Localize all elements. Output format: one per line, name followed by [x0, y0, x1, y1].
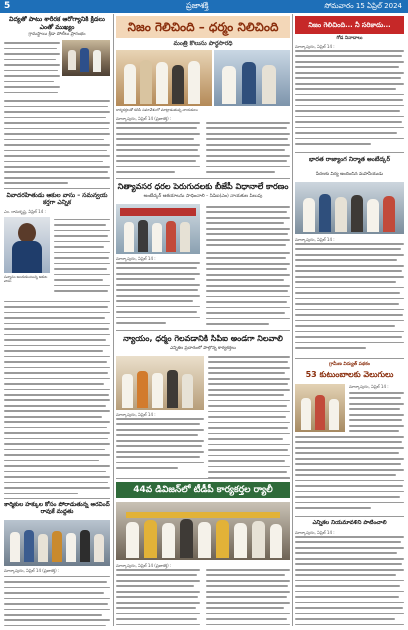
section-divider [295, 152, 404, 153]
lead-photo-caption: కార్యకర్తలతో కలిసి సమావేశంలో మాట్లాడుతున్న నాయకులు [116, 108, 198, 112]
right-story2-body [295, 243, 404, 353]
right-story3-body [295, 436, 404, 513]
right-story3-text [349, 392, 404, 436]
left-story1-subhead: గ్రామస్థాయి క్రీడా పోటీలు ప్రారంభం [28, 32, 86, 38]
right-story4-byline: మార్కాపురం, ఏప్రిల్ 14 : [295, 530, 335, 535]
left-story3-headline: కార్మికుల హక్కుల కోసం పోరాడుతున్న అరవింద్ రావుకే మద్దతు [4, 502, 110, 516]
right-story2-photo [295, 182, 404, 234]
right-story3-photo [295, 384, 345, 432]
center-story3-body-col2 [208, 356, 290, 488]
right-story3-headline: 53 కుటుంబాలకు వెలుగులు [305, 370, 394, 379]
left-story3-byline: మార్కాపురం, ఏప్రిల్ 14 (ప్రజాశక్తి) : [4, 567, 60, 573]
left-story2-text [54, 219, 110, 296]
left-story2-byline: ఎం. రామకృష్ణ, ఏప్రిల్ 14 : [4, 208, 46, 214]
left-story1-photo [62, 40, 110, 76]
center-story4-body-col1 [116, 569, 200, 626]
right-story4-body [295, 536, 404, 626]
center-story2-headline: నిత్యావసర ధరల పెరుగుదలకు బీజేపీ విధానాలే కారణం [117, 182, 289, 191]
center-story3-headline: న్యాయం, ధర్మం గెలవడానికి సిపిఐ అండగా నిలవాలి [123, 334, 283, 343]
section-divider [4, 188, 110, 189]
page-number: 5 [4, 1, 11, 11]
right-story3-kicker: గ్రామీణ విద్యుత్ పథకం [329, 362, 370, 367]
center-story4-headline: 44వ డివిజన్‌లో టీడీపీ కార్యకర్తల ర్యాలీ [116, 482, 290, 498]
center-story2-byline: మార్కాపురం, ఏప్రిల్ 14 : [116, 256, 156, 261]
right-story1-byline: మార్కాపురం, ఏప్రిల్ 14 : [295, 44, 335, 49]
center-story3-byline: మార్కాపురం, ఏప్రిల్ 14 : [116, 412, 156, 417]
left-story2-headline: వివాదరహితుడు ఆకుల వాసు – సమన్వయ కర్తగా ఎన్నిక [6, 191, 108, 207]
issue-date: సోమవారం 15 ఏప్రిల్ 2024 [324, 2, 402, 10]
left-story1-headline: విద్యతో పాటు శారీరక ఆరోగ్యానికి క్రీడలు ఎంతో ముఖ్యం [9, 16, 105, 31]
column-rule [292, 14, 293, 626]
section-divider [4, 498, 110, 499]
center-story4-body-col2 [206, 569, 290, 626]
section-divider [295, 358, 404, 359]
left-column [4, 16, 110, 626]
center-story3-subhead: ఎన్నికల ప్రచారంలో పాల్గొన్న కార్యకర్తలు [170, 346, 236, 351]
section-divider [116, 330, 290, 331]
left-story2-caption: సన్మానం అందుకుంటున్న ఆకుల వాసు [4, 274, 48, 284]
center-story2-body-col2 [206, 252, 290, 329]
right-story1-subhead: గోడ నినాదాలు [336, 36, 363, 41]
brand-name: ప్రజాశక్తి [186, 1, 209, 10]
lead-photo-side [214, 50, 290, 106]
center-story3-photo [116, 356, 204, 410]
center-column [116, 16, 290, 626]
section-divider [116, 178, 290, 179]
center-story4-photo [116, 502, 290, 560]
center-story2-subhead: అంబేద్కర్ ఆశయాలను సాధించాలి – సిపిఐ(ఎం) నాయకుల పిలుపు [143, 194, 263, 199]
center-story3-body-col1 [116, 418, 204, 473]
right-story4-headline: ఎన్నికల నియమావళిని పాటించాలి [312, 520, 387, 526]
masthead [0, 0, 408, 13]
left-story3-photo [4, 520, 110, 566]
column-rule [113, 14, 114, 626]
right-story2-byline: మార్కాపురం, ఏప్రిల్ 14 : [295, 237, 335, 242]
lead-headline: నిజం గెలిచింది – ధర్మం నిలిచింది [116, 16, 290, 38]
left-story2-portrait [4, 217, 50, 273]
right-story2-headline: భారత రాజ్యాంగ నిర్మాత అంబేద్కర్ [309, 156, 390, 163]
right-story1-headline: నిజం గెలిచింది... నీ సరికాదు... [295, 16, 404, 34]
lead-photo-main [116, 50, 212, 106]
section-divider [116, 478, 290, 479]
lead-subhead: మంత్రి కొలుసు పార్థసారధి [173, 40, 233, 47]
left-story1-body [4, 100, 110, 184]
section-divider [295, 516, 404, 517]
center-story2-photo-left [116, 204, 200, 254]
right-story2-subhead: పేదలకు విద్య అందించిన మహనీయుడు [315, 172, 384, 177]
center-story2-text [206, 206, 290, 250]
lead-byline: మార్కాపురం, ఏప్రిల్ 14 (ప్రజాశక్తి) : [116, 116, 172, 121]
center-story4-byline: మార్కాపురం, ఏప్రిల్ 14 (ప్రజాశక్తి) : [116, 563, 172, 568]
center-story2-body-col1 [116, 262, 200, 328]
right-column [295, 16, 404, 626]
left-story3-body [4, 576, 110, 626]
lead-body-col1 [116, 122, 200, 177]
left-story1-text [4, 42, 60, 97]
right-story3-byline: మార్కాపురం, ఏప్రిల్ 14 : [349, 384, 389, 389]
left-story2-body [4, 301, 110, 495]
right-story1-body [295, 50, 404, 149]
lead-body-col2 [206, 122, 290, 177]
